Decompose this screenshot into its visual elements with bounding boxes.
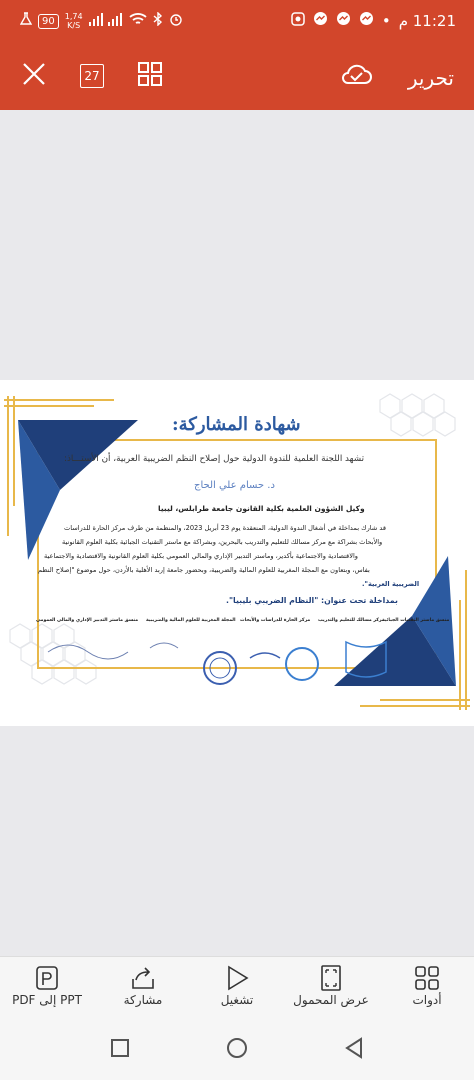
back-button[interactable] — [340, 1036, 368, 1064]
play-label: تشغيل — [220, 993, 254, 1007]
signal-icon — [89, 13, 123, 30]
wifi-icon — [129, 12, 147, 30]
pdf-to-ppt-button[interactable] — [0, 963, 94, 1007]
certificate-title: شهادة المشاركة: — [172, 414, 301, 435]
talk-title: بمداخلة تحت عنوان: "النظام الضريبي بليبيا". — [226, 596, 398, 605]
certificate-body-line: والاقتصادية والاجتماعية بأكدير، وماستر التدبير الإداري والمالي العمومي بكلية العلوم القانونية والاقتصادية والاجتماعية — [44, 552, 358, 560]
mobile-view-icon — [284, 963, 378, 993]
recents-button[interactable] — [106, 1036, 134, 1064]
certificate-body-line: والأبحاث بشراكة مع مركز مسالك للتعليم والتدريب بالبحرين، وبشراكة مع ماستر التقنيات الجبائية بكلية العلوم القانونية — [62, 538, 383, 546]
share-icon — [96, 963, 190, 993]
share-label: مشاركة — [123, 993, 163, 1007]
messenger-icon — [313, 11, 328, 30]
document-canvas[interactable] — [0, 110, 474, 956]
mobile-view-button[interactable] — [284, 963, 378, 1007]
play-icon — [190, 963, 284, 993]
messenger-icon — [359, 11, 374, 30]
dot-icon: • — [381, 11, 391, 30]
clock-time: 11:21 م — [398, 11, 456, 30]
tools-button[interactable] — [380, 963, 474, 1007]
grid-icon — [137, 61, 163, 91]
app-icon — [291, 12, 305, 30]
recipient-name: د. حسام علي الحاج — [194, 480, 275, 491]
square-icon — [110, 1038, 130, 1062]
status-icons-right — [291, 11, 456, 30]
battery-indicator: 90 — [38, 14, 59, 29]
certificate-body-line: الضريبية العربية". — [362, 580, 420, 588]
play-button[interactable] — [190, 963, 284, 1007]
certificate-intro: تشهد اللجنة العلمية للندوة الدولية حول إصلاح النظم الضريبية العربية، أن الأستـــاذ: — [64, 454, 365, 464]
circle-icon — [226, 1037, 248, 1063]
tools-label: أدوات — [412, 993, 442, 1007]
share-button[interactable] — [96, 963, 190, 1007]
status-icons-left — [20, 12, 183, 30]
signatory-2: مركز مسالك للتعليم والتدريب — [318, 618, 385, 623]
alarm-icon — [169, 12, 183, 30]
signatory-1: منسق ماستر التقنيات الجبائية — [382, 618, 450, 623]
system-nav-bar — [0, 1018, 474, 1080]
certificate-slide — [0, 380, 474, 726]
certificate-body-line: قد شارك بمداخلة في أشغال الندوة الدولية، المنعقدة يوم 23 أبريل 2023، والمنظمة من طرف مركز الحارة للدراسات — [64, 524, 386, 532]
mobile-view-label: عرض المحمول — [293, 993, 369, 1007]
close-button[interactable] — [14, 56, 54, 96]
home-button[interactable] — [223, 1036, 251, 1064]
signatory-3: مركز الحارة للدراسات والأبحاث — [240, 618, 311, 623]
net-speed: 1,74 K/S — [64, 12, 83, 30]
messenger-icon — [336, 11, 351, 30]
signatory-4: المجلة المغربية للعلوم المالية والضريبية — [146, 618, 236, 623]
page-count: 27 — [84, 69, 100, 83]
grid-view-button[interactable] — [130, 56, 170, 96]
close-icon — [22, 62, 46, 90]
flask-icon — [20, 12, 32, 30]
signatory-5: منسق ماستر التدبير الإداري والمالي العمومي — [36, 618, 139, 623]
page-counter-icon — [80, 64, 104, 88]
tools-grid-icon — [380, 963, 474, 993]
page-counter-button[interactable] — [72, 56, 112, 96]
pdf-to-ppt-icon — [0, 963, 94, 993]
recipient-position: وكيل الشؤون العلمية بكلية القانون جامعة طرابلس، ليبيا — [158, 504, 365, 513]
back-triangle-icon — [344, 1037, 364, 1063]
certificate-body-line: بفاس، وبتعاون مع المجلة المغربية للعلوم المالية والضريبية، وبحضور جامعة إربد الأهلية بالأردن، حول موضوع "إصلاح النظم — [38, 566, 370, 574]
bottom-action-bar — [0, 956, 474, 1018]
app-toolbar — [0, 44, 474, 110]
edit-button[interactable]: تحرير — [407, 66, 454, 90]
cloud-check-icon — [340, 61, 372, 91]
pdf-to-ppt-label: PDF إلى PPT — [12, 993, 82, 1007]
cloud-save-button[interactable] — [336, 56, 376, 96]
bluetooth-icon — [153, 12, 163, 30]
status-bar — [0, 0, 474, 44]
